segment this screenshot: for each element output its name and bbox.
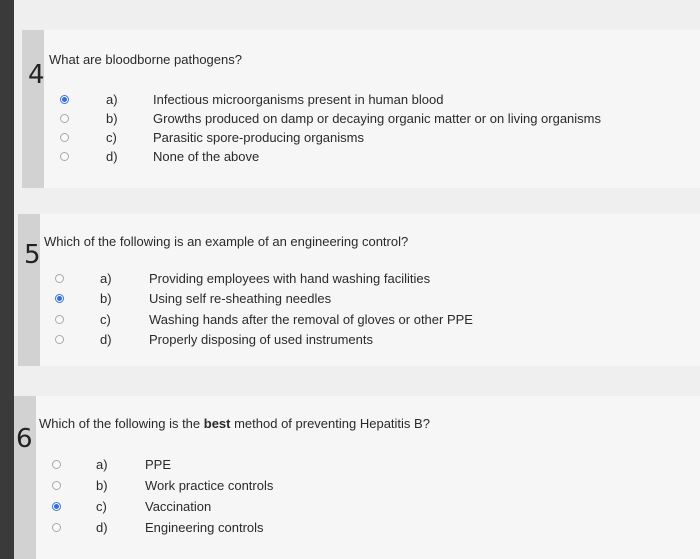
option-a[interactable] bbox=[18, 271, 688, 291]
radio-button[interactable] bbox=[60, 95, 69, 104]
option-c[interactable] bbox=[22, 130, 692, 150]
option-letter: d) bbox=[106, 149, 118, 164]
option-a[interactable] bbox=[14, 457, 684, 477]
option-text: Providing employees with hand washing facilities bbox=[149, 271, 431, 286]
option-text: Vaccination bbox=[145, 499, 212, 514]
option-text: Engineering controls bbox=[145, 520, 264, 535]
option-text: Work practice controls bbox=[145, 478, 274, 493]
screen-edge bbox=[0, 0, 14, 559]
option-text: Parasitic spore-producing organisms bbox=[153, 130, 364, 145]
option-c[interactable] bbox=[18, 312, 688, 332]
radio-button[interactable] bbox=[52, 481, 61, 490]
radio-button[interactable] bbox=[60, 133, 69, 142]
option-text: PPE bbox=[145, 457, 172, 472]
option-c[interactable] bbox=[14, 499, 684, 519]
option-letter: b) bbox=[100, 291, 112, 306]
radio-button[interactable] bbox=[60, 114, 69, 123]
radio-button[interactable] bbox=[55, 274, 64, 283]
question-number: 4 bbox=[28, 60, 45, 90]
option-letter: c) bbox=[106, 130, 117, 145]
option-text: Washing hands after the removal of gloves or other PPE bbox=[149, 312, 473, 327]
option-text: None of the above bbox=[153, 149, 260, 164]
option-text: Properly disposing of used instruments bbox=[149, 332, 374, 347]
option-letter: d) bbox=[96, 520, 108, 535]
option-b[interactable] bbox=[18, 291, 688, 311]
option-b[interactable] bbox=[22, 111, 692, 131]
option-text: Infectious microorganisms present in human blood bbox=[153, 92, 444, 107]
radio-button[interactable] bbox=[55, 315, 64, 324]
option-text: Using self re-sheathing needles bbox=[149, 291, 332, 306]
radio-button[interactable] bbox=[60, 152, 69, 161]
question-number: 5 bbox=[24, 240, 41, 270]
option-letter: b) bbox=[106, 111, 118, 126]
radio-button[interactable] bbox=[52, 502, 61, 511]
radio-button[interactable] bbox=[55, 335, 64, 344]
option-b[interactable] bbox=[14, 478, 684, 498]
option-d[interactable] bbox=[22, 149, 692, 169]
radio-button[interactable] bbox=[52, 523, 61, 532]
question-text: What are bloodborne pathogens? bbox=[49, 52, 242, 67]
option-letter: c) bbox=[96, 499, 107, 514]
question-text: Which of the following is an example of an engineering control? bbox=[44, 234, 409, 249]
question-6 bbox=[14, 396, 700, 559]
option-d[interactable] bbox=[14, 520, 684, 540]
option-a[interactable] bbox=[22, 92, 692, 112]
question-text: Which of the following is the best method of preventing Hepatitis B? bbox=[39, 416, 430, 431]
option-letter: b) bbox=[96, 478, 108, 493]
question-number: 6 bbox=[16, 424, 33, 454]
option-letter: a) bbox=[100, 271, 112, 286]
option-letter: d) bbox=[100, 332, 112, 347]
question-5 bbox=[18, 214, 700, 366]
option-text: Growths produced on damp or decaying organic matter or on living organisms bbox=[153, 111, 602, 126]
option-letter: a) bbox=[96, 457, 108, 472]
option-letter: c) bbox=[100, 312, 111, 327]
option-letter: a) bbox=[106, 92, 118, 107]
option-d[interactable] bbox=[18, 332, 688, 352]
radio-button[interactable] bbox=[55, 294, 64, 303]
question-4 bbox=[22, 30, 700, 188]
radio-button[interactable] bbox=[52, 460, 61, 469]
